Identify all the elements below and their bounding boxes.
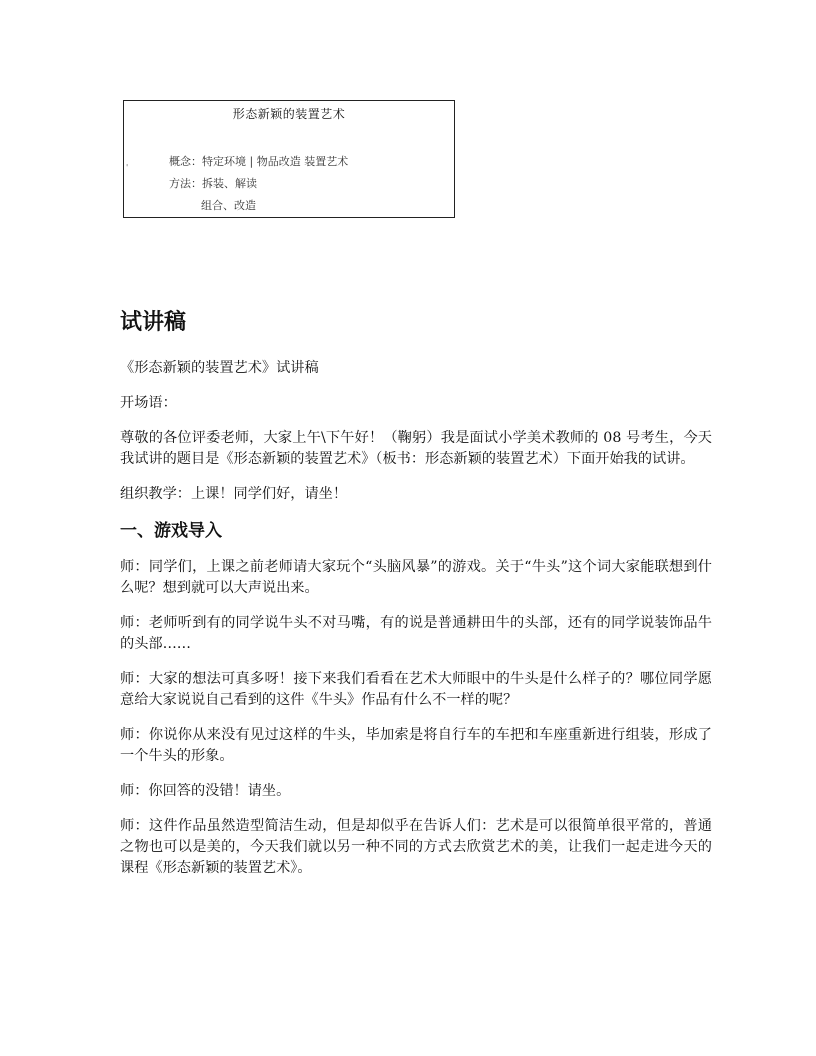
document-subtitle: 《形态新颖的装置艺术》试讲稿: [120, 360, 319, 376]
section1-paragraph: 师：这件作品虽然造型简洁生动，但是却似乎在告诉人们：艺术是可以很简单很平常的，普通之物也可以是美的，今天我们就以另一种不同的方式去欣赏艺术的美，让我们一起走进今天的课程《形态新颖的装置艺术》。: [120, 818, 712, 876]
blackboard-mark: ': [126, 163, 129, 172]
blackboard-concept-line: 概念：特定环境 | 物品改造 装置艺术: [169, 155, 349, 168]
blackboard-method-line-2: 组合、改造: [201, 199, 256, 212]
opening-label: 开场语：: [120, 395, 177, 411]
blackboard-method-line: 方法：拆装、解读: [169, 177, 257, 190]
section1-paragraph: 师：大家的想法可真多呀！接下来我们看看在艺术大师眼中的牛头是什么样子的？哪位同学愿意给大家说说自己看到的这件《牛头》作品有什么不一样的呢？: [120, 671, 712, 708]
blackboard-image: [123, 100, 455, 218]
opening-paragraph: 尊敬的各位评委老师，大家上午\下午好！（鞠躬）我是面试小学美术教师的 08 号考生，今天我试讲的题目是《形态新颖的装置艺术》（板书：形态新颖的装置艺术）下面开始我的试讲。: [120, 430, 712, 467]
section-heading-1: 一、游戏导入: [120, 521, 222, 541]
document-title: 试讲稿: [120, 310, 187, 335]
section1-paragraph: 师：老师听到有的同学说牛头不对马嘴，有的说是普通耕田牛的头部，还有的同学说装饰品牛的头部……: [120, 615, 712, 652]
blackboard-title: 形态新颖的装置艺术: [232, 107, 346, 121]
section1-paragraph: 师：你说你从来没有见过这样的牛头，毕加索是将自行车的车把和车座重新进行组装，形成了一个牛头的形象。: [120, 727, 712, 764]
organize-paragraph: 组织教学：上课！同学们好，请坐！: [120, 486, 348, 502]
document-body: [120, 308, 712, 893]
section1-paragraph: 师：同学们，上课之前老师请大家玩个“头脑风暴”的游戏。关于“牛头”这个词大家能联想到什么呢？想到就可以大声说出来。: [120, 559, 712, 596]
section1-paragraph: 师：你回答的没错！请坐。: [120, 783, 291, 799]
